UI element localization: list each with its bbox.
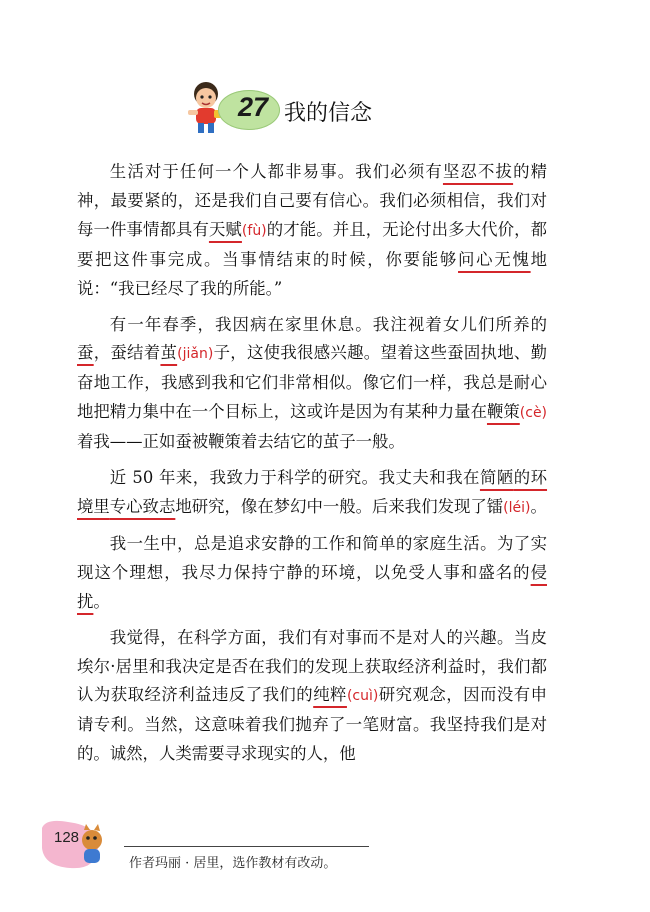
vocab-term: 侵扰 bbox=[77, 562, 547, 611]
vocab-term: 纯粹 bbox=[313, 685, 347, 705]
pinyin-annotation: (léi) bbox=[503, 499, 531, 516]
text-run: 的才能。并且，无论付出多大代价，都要把这件事完成。当事情结束的时候，你要能够 bbox=[77, 219, 548, 269]
paragraph bbox=[77, 624, 547, 770]
text-run: 有一年春季，我因病在家里休息。我注视着女儿们所养的 bbox=[109, 314, 547, 334]
text-run: 。 bbox=[530, 496, 547, 516]
text-run: 。 bbox=[93, 591, 110, 611]
text-run: 子，这使我很感兴趣。望着这些蚕固执地、勤奋地工作，我感到我和它们非常相似。像它们一样，我总是耐心地把精力集中在一个目标上，这或许是因为有某种力量在 bbox=[77, 343, 548, 422]
vocab-term: 问心无愧 bbox=[458, 249, 531, 269]
text-run: 近 50 年来，我致力于科学的研究。我丈夫和我在 bbox=[109, 468, 480, 488]
paragraph bbox=[77, 464, 547, 523]
paragraph bbox=[77, 530, 547, 617]
vocab-term: 专心致志 bbox=[109, 496, 176, 516]
vocab-term: 简陋 bbox=[479, 468, 514, 488]
footnote-divider bbox=[124, 846, 369, 847]
text-run: 的精神，最要紧的，还是我们自己要有信心。我们必须相信，我们对每一件事情都具有 bbox=[77, 162, 548, 239]
text-run: 地研究，像在梦幻中一般。后来我们发现了镭 bbox=[175, 496, 504, 516]
lesson-title: 我的信念 bbox=[284, 101, 373, 126]
lesson-number: 27 bbox=[237, 92, 269, 122]
vocab-term: 茧 bbox=[160, 343, 178, 363]
paragraph bbox=[77, 311, 547, 458]
vocab-term: 天赋 bbox=[208, 219, 242, 239]
text-run: 生活对于任何一个人都非易事。我们必须有 bbox=[109, 162, 443, 181]
vocab-term: 鞭策 bbox=[486, 402, 520, 422]
text-run: 研究观念，因而没有申请专利。当然，这意味着我们抛弃了一笔财富。我坚持我们是对的。诚然，人类需要寻求现实的人，他 bbox=[77, 685, 548, 764]
text-run: 着我——正如蚕被鞭策着去结它的茧子一般。 bbox=[77, 432, 405, 452]
vocab-term: 蚕 bbox=[77, 343, 94, 363]
text-run: 我一生中，总是追求安静的工作和简单的家庭生活。为了实现这个理想，我尽力保持宁静的环境，以免受人事和盛名的 bbox=[77, 533, 547, 582]
footnote: 作者玛丽 · 居里，选作教材有改动。 bbox=[129, 856, 337, 871]
article-body bbox=[77, 158, 547, 773]
text-run: 我觉得，在科学方面，我们有对事而不是对人的兴趣。当皮埃尔·居里和我决定是否在我们的发现上获取经济利益时，我们都认为获取经济利益违反了我们的 bbox=[77, 627, 547, 705]
text-run: 地说：“我已经尽了我的所能。” bbox=[77, 249, 547, 298]
vocab-term: 坚忍不拔 bbox=[442, 162, 514, 181]
text-run: ，蚕结着 bbox=[93, 343, 161, 363]
pinyin-annotation: (fù) bbox=[241, 222, 267, 239]
pinyin-annotation: (cuì) bbox=[346, 688, 379, 705]
pinyin-annotation: (cè) bbox=[519, 405, 548, 422]
page-number: 128 bbox=[54, 829, 80, 846]
paragraph bbox=[77, 158, 547, 304]
pinyin-annotation: (jiǎn) bbox=[177, 346, 214, 363]
vocab-term: 的环境里 bbox=[77, 468, 548, 516]
